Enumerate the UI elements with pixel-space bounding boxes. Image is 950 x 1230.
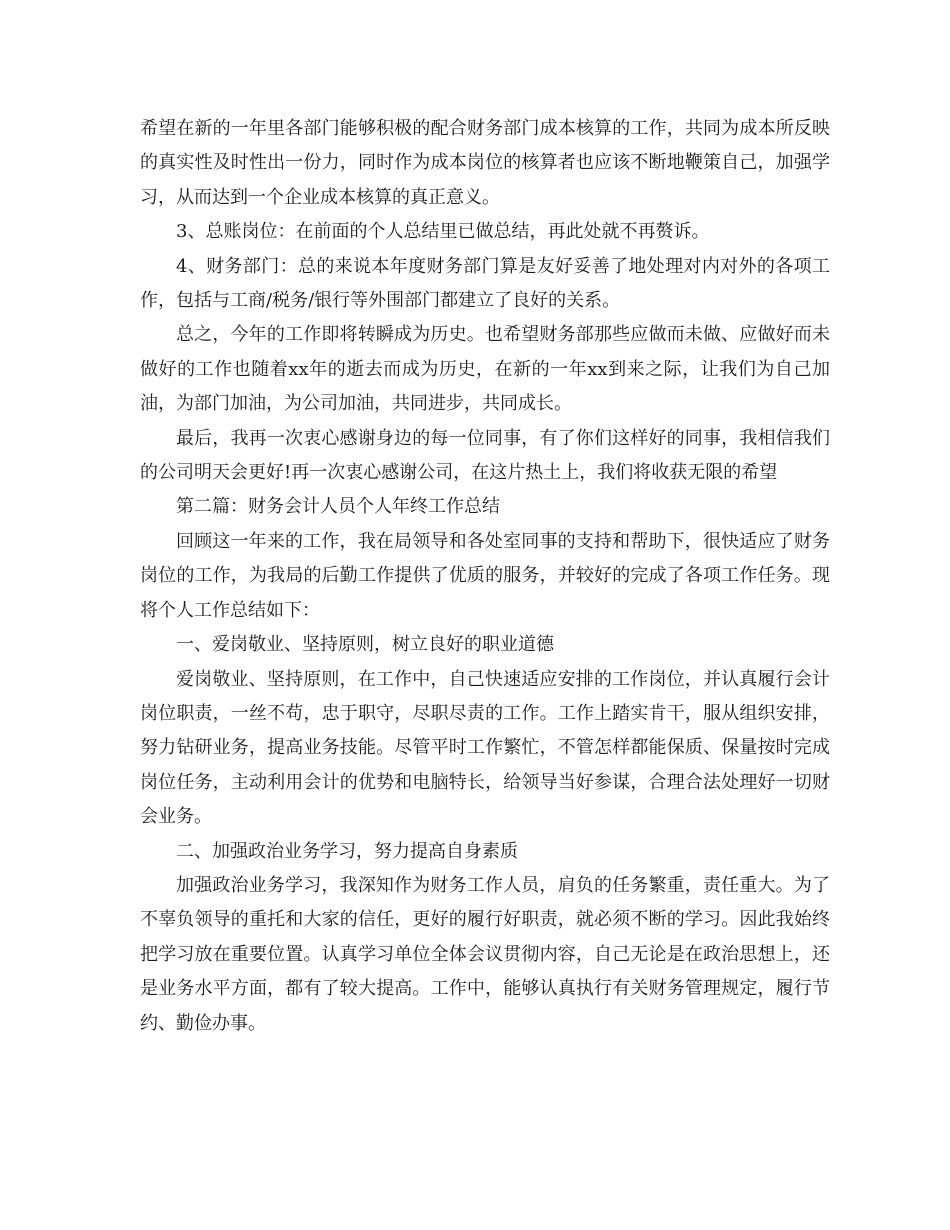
paragraph-2: 3、总账岗位：在前面的个人总结里已做总结，再此处就不再赘诉。 (176, 221, 710, 243)
paragraph-9: 爱岗敬业、坚持原则，在工作中，自己快速适应安排的工作岗位，并认真履行会计岗位职责，一丝不苟，忠于职守，尽职尽责的工作。工作上踏实肯干，服从组织安排，努力钻研业务，提高业务技能。尽管平时工作繁忙，不管怎样都能保质、保量按时完成岗位任务，主动利用会计的优势和电脑特长，给领导当好参谋，合理合法处理好一切财会业务。 (140, 668, 830, 828)
paragraph-11: 加强政治业务学习，我深知作为财务工作人员，肩负的任务繁重，责任重大。为了不辜负领导的重托和大家的信任，更好的履行好职责，就必须不断的学习。因此我始终把学习放在重要位置。认真学习单位全体会议贯彻内容，自己无论是在政治思想上，还是业务水平方面，都有了较大提高。工作中，能够认真执行有关财务管理规定，履行节约、勤俭办事。 (140, 874, 830, 1034)
paragraph-1: 希望在新的一年里各部门能够积极的配合财务部门成本核算的工作，共同为成本所反映的真实性及时性出一份力，同时作为成本岗位的核算者也应该不断地鞭策自己，加强学习，从而达到一个企业成本核算的真正意义。 (140, 118, 830, 208)
document-body (140, 112, 830, 1041)
paragraph-3: 4、财务部门：总的来说本年度财务部门算是友好妥善了地处理对内对外的各项工作，包括与工商/税务/银行等外围部门都建立了良好的关系。 (140, 255, 830, 312)
paragraph-7: 回顾这一年来的工作，我在局领导和各处室同事的支持和帮助下，很快适应了财务岗位的工作，为我局的后勤工作提供了优质的服务，并较好的完成了各项工作任务。现将个人工作总结如下： (140, 530, 830, 621)
section-heading-part-two: 第二篇：财务会计人员个人年终工作总结 (176, 496, 500, 518)
subheading-2: 二、加强政治业务学习，努力提高自身素质 (176, 840, 518, 862)
paragraph-5: 最后，我再一次衷心感谢身边的每一位同事，有了你们这样好的同事，我相信我们的公司明天会更好!再一次衷心感谢公司，在这片热土上，我们将收获无限的希望 (140, 427, 830, 484)
subheading-1: 一、爱岗敬业、坚持原则，树立良好的职业道德 (176, 634, 554, 656)
paragraph-4: 总之，今年的工作即将转瞬成为历史。也希望财务部那些应做而未做、应做好而未做好的工作也随着xx年的逝去而成为历史，在新的一年xx到来之际，让我们为自己加油，为部门加油，为公司加油，共同进步，共同成长。 (140, 324, 830, 415)
